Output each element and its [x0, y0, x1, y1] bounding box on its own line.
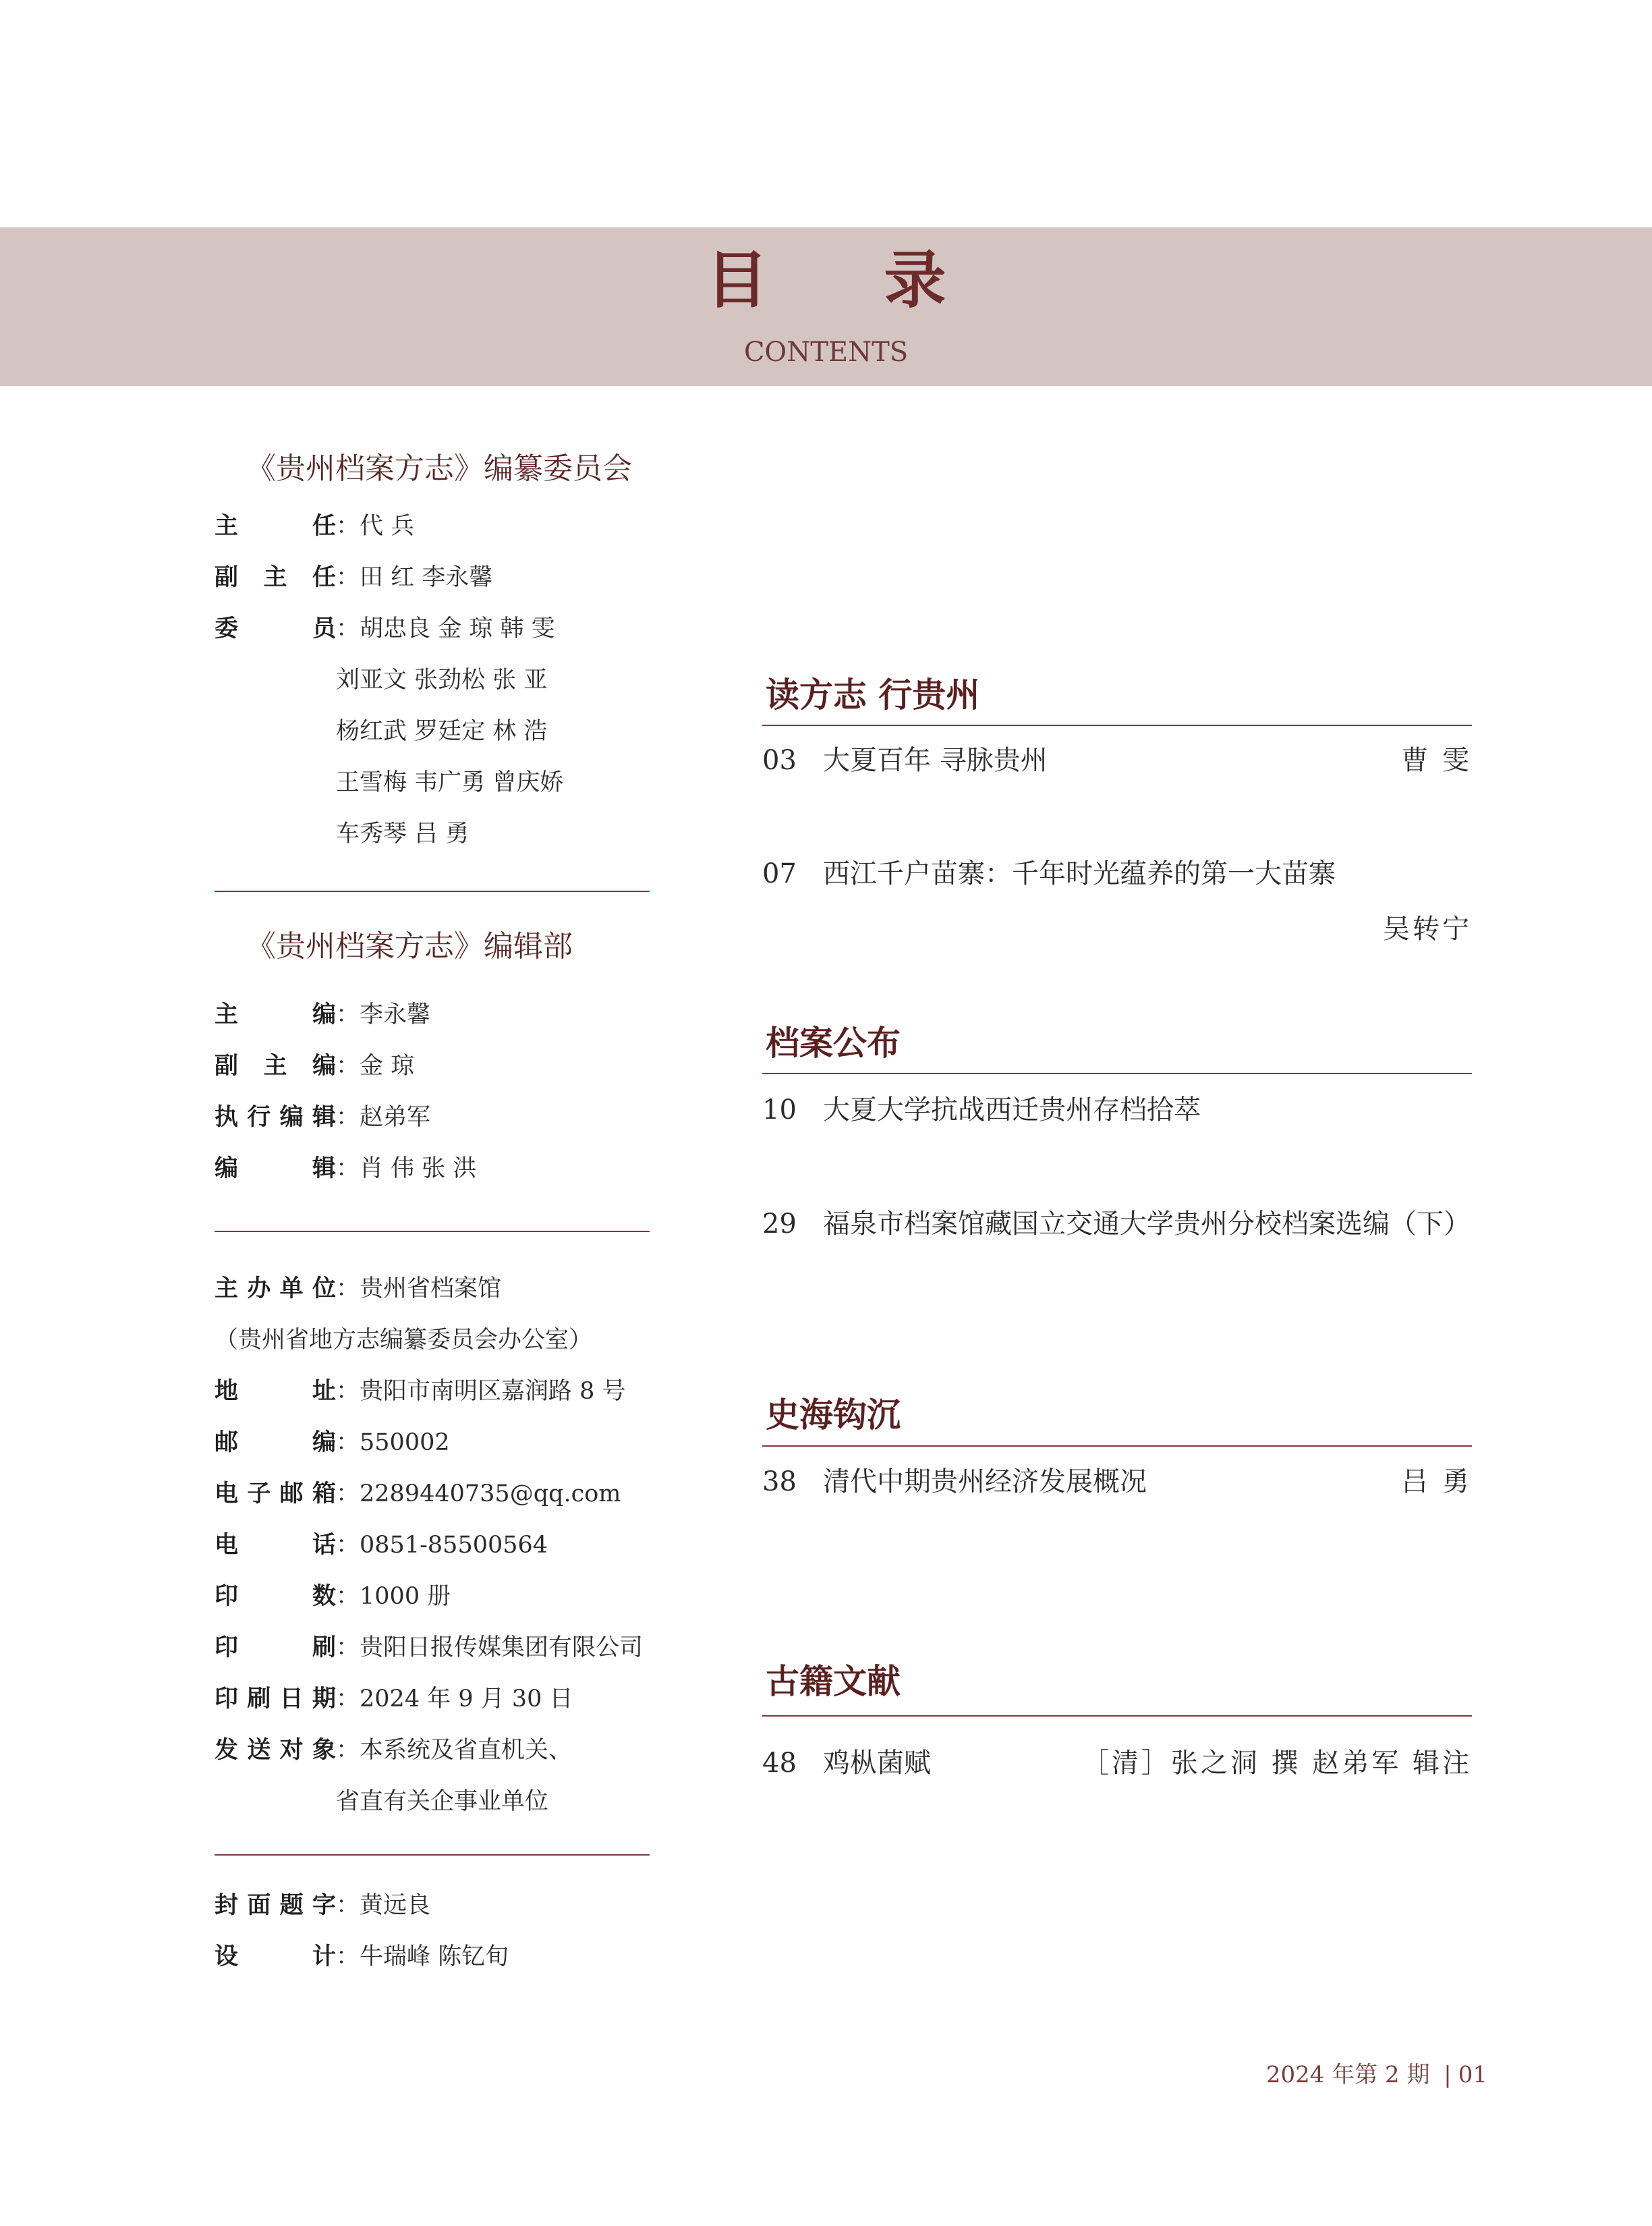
- row-colon: ：: [336, 1378, 360, 1405]
- toc-entry[interactable]: [762, 1743, 931, 1783]
- publisher-row: [215, 1520, 643, 1571]
- page-title: 目 录: [706, 244, 994, 316]
- committee-row: [215, 603, 563, 655]
- credits-row: [215, 1880, 509, 1931]
- publisher-row: [215, 1314, 643, 1366]
- row-colon: ：: [336, 615, 360, 642]
- row-colon: ：: [336, 1104, 360, 1131]
- row-value: 贵阳日报传媒集团有限公司: [360, 1634, 644, 1661]
- row-label: 电子邮箱: [215, 1480, 336, 1507]
- row-value: 牛瑞峰 陈钇旬: [360, 1943, 509, 1970]
- editorial-row: [215, 1092, 476, 1143]
- editorial-list: [215, 989, 476, 1194]
- row-value: 2289440735@qq.com: [360, 1480, 621, 1507]
- publisher-row: [215, 1776, 643, 1827]
- row-colon: ：: [336, 1686, 360, 1713]
- row-colon: ：: [336, 1634, 360, 1661]
- toc-entry[interactable]: [762, 1090, 1201, 1130]
- row-label: 印数: [215, 1582, 336, 1610]
- entry-page: 10: [762, 1094, 797, 1125]
- row-label: 邮编: [215, 1428, 336, 1456]
- divider: [215, 891, 650, 892]
- entry-title: 大夏百年 寻脉贵州: [823, 745, 1048, 776]
- row-colon: ：: [336, 1737, 360, 1764]
- row-colon: ：: [336, 513, 360, 540]
- toc-entry[interactable]: [762, 1462, 1147, 1502]
- credits-row: [215, 1931, 509, 1982]
- publisher-row: [215, 1571, 643, 1622]
- entry-page: 38: [762, 1466, 797, 1497]
- row-colon: ：: [336, 564, 360, 591]
- category-rule: [762, 1073, 1472, 1074]
- row-label: 副主任: [215, 563, 336, 591]
- committee-row: [215, 706, 563, 757]
- footer-separator: |: [1444, 2061, 1452, 2088]
- publisher-list: [215, 1263, 643, 1827]
- row-colon: ：: [336, 1892, 360, 1919]
- toc-category: 读方志 行贵州: [766, 675, 980, 715]
- row-value: 1000 册: [360, 1583, 451, 1610]
- toc-category: 古籍文献: [766, 1661, 901, 1701]
- toc-category: 档案公布: [766, 1023, 901, 1063]
- row-value: 肖 伟 张 洪: [360, 1155, 477, 1182]
- entry-author: 曹 雯: [1401, 745, 1472, 776]
- row-label: 电话: [215, 1531, 336, 1559]
- committee-row: [215, 552, 563, 603]
- committee-heading: 《贵州档案方志》编纂委员会: [246, 451, 632, 486]
- publisher-row: [215, 1468, 643, 1520]
- row-label: 印刷: [215, 1634, 336, 1661]
- row-label: 副主编: [215, 1052, 336, 1080]
- row-colon: ：: [336, 1429, 360, 1456]
- entry-page: 03: [762, 745, 797, 776]
- row-value: 代 兵: [360, 513, 415, 540]
- row-value: 赵弟军: [360, 1104, 431, 1131]
- publisher-row: [215, 1725, 643, 1776]
- entry-title: 清代中期贵州经济发展概况: [823, 1466, 1147, 1497]
- entry-title: 福泉市档案馆藏国立交通大学贵州分校档案选编（下）: [823, 1208, 1471, 1240]
- row-value: 黄远良: [360, 1892, 431, 1919]
- row-colon: ：: [336, 1583, 360, 1610]
- row-colon: ：: [336, 1943, 360, 1970]
- entry-title: 西江千户苗寨：千年时光蕴养的第一大苗寨: [823, 858, 1336, 889]
- committee-row: [215, 655, 563, 706]
- row-value: 刘亚文 张劲松 张 亚: [336, 667, 548, 694]
- row-label: 地址: [215, 1377, 336, 1405]
- row-value: 省直有关企事业单位: [336, 1788, 549, 1815]
- row-colon: ：: [336, 1275, 360, 1302]
- category-rule: [762, 1715, 1472, 1717]
- category-rule: [762, 1445, 1472, 1447]
- row-colon: ：: [336, 1053, 360, 1080]
- row-label: 印刷日期: [215, 1685, 336, 1713]
- entry-author: 吕 勇: [1401, 1466, 1472, 1497]
- committee-row: [215, 808, 563, 860]
- row-colon: ：: [336, 1155, 360, 1182]
- row-value: （贵州省地方志编纂委员会办公室）: [215, 1327, 593, 1354]
- row-value: 2024 年 9 月 30 日: [360, 1686, 573, 1713]
- entry-author: ［清］张之洞 撰 赵弟军 辑注: [1081, 1748, 1472, 1779]
- row-value: 杨红武 罗廷定 林 浩: [336, 718, 548, 745]
- divider: [215, 1854, 650, 1856]
- row-value: 550002: [360, 1429, 450, 1456]
- row-label: 执行编辑: [215, 1103, 336, 1131]
- toc-entry[interactable]: [762, 740, 1048, 781]
- page-footer: [1266, 2058, 1487, 2092]
- row-value: 0851-85500564: [360, 1532, 548, 1559]
- publisher-row: [215, 1366, 643, 1417]
- row-value: 田 红 李永馨: [360, 564, 493, 591]
- row-label: 封面题字: [215, 1891, 336, 1919]
- row-value: 贵州省档案馆: [360, 1275, 502, 1302]
- row-value: 胡忠良 金 琼 韩 雯: [360, 615, 555, 642]
- row-value: 李永馨: [360, 1001, 431, 1028]
- toc-entry[interactable]: [762, 1204, 1471, 1244]
- editorial-row: [215, 1040, 476, 1092]
- publisher-row: [215, 1263, 643, 1314]
- row-value: 王雪梅 韦广勇 曾庆娇: [336, 769, 564, 796]
- editorial-heading: 《贵州档案方志》编辑部: [246, 929, 573, 964]
- publisher-row: [215, 1417, 643, 1468]
- divider: [215, 1231, 650, 1232]
- row-value: 车秀琴 吕 勇: [336, 820, 469, 847]
- issue-label: 2024 年第 2 期: [1265, 2061, 1430, 2088]
- row-label: 设计: [215, 1943, 336, 1970]
- entry-title: 鸡枞菌赋: [823, 1748, 931, 1779]
- row-label: 编辑: [215, 1154, 336, 1182]
- committee-row: [215, 757, 563, 808]
- page-subtitle: CONTENTS: [743, 337, 909, 368]
- row-label: 委员: [215, 615, 336, 642]
- editorial-row: [215, 1143, 476, 1194]
- editorial-row: [215, 989, 476, 1040]
- row-colon: ：: [336, 1532, 360, 1559]
- page-number: 01: [1458, 2061, 1487, 2088]
- publisher-row: [215, 1622, 643, 1673]
- entry-page: 48: [762, 1748, 797, 1779]
- publisher-row: [215, 1673, 643, 1725]
- entry-page: 29: [762, 1208, 797, 1240]
- committee-list: [215, 501, 563, 860]
- row-label: 主办单位: [215, 1275, 336, 1302]
- committee-row: [215, 501, 563, 552]
- row-label: 发送对象: [215, 1736, 336, 1764]
- entry-title: 大夏大学抗战西迁贵州存档拾萃: [823, 1094, 1201, 1125]
- row-label: 主任: [215, 512, 336, 540]
- credits-list: [215, 1880, 509, 1982]
- toc-entry[interactable]: [762, 854, 1336, 894]
- row-value: 贵阳市南明区嘉润路 8 号: [360, 1378, 626, 1405]
- category-rule: [762, 725, 1472, 726]
- toc-category: 史海钩沉: [766, 1395, 901, 1435]
- row-colon: ：: [336, 1001, 360, 1028]
- entry-author: 吴转宁: [1383, 914, 1472, 945]
- row-value: 本系统及省直机关、: [360, 1737, 573, 1764]
- row-value: 金 琼: [360, 1053, 415, 1080]
- entry-page: 07: [762, 858, 797, 889]
- row-label: 主编: [215, 1001, 336, 1028]
- row-colon: ：: [336, 1480, 360, 1507]
